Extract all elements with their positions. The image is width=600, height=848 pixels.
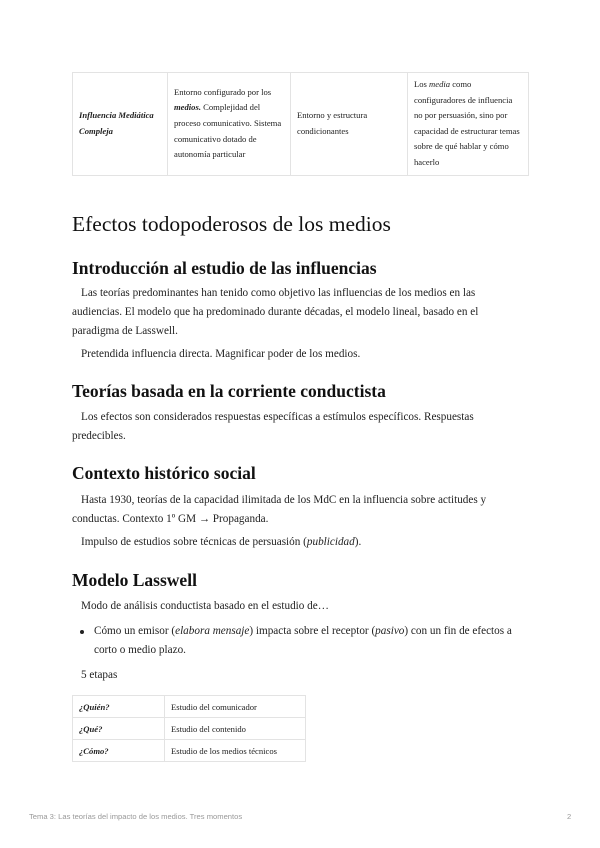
- paragraph-emphasis: publicidad: [306, 536, 355, 548]
- cell-text: Los: [414, 79, 430, 89]
- paragraph: Hasta 1930, teorías de la capacidad ilimitada de los MdC en la influencia sobre actitudes y conductas. Contexto 1º GM → Propaganda.: [72, 494, 487, 525]
- table-cell-term: Influencia Mediática Compleja: [73, 73, 168, 176]
- list-emphasis: elabora mensaje: [175, 625, 250, 637]
- footer-title: Tema 3: Las teorías del impacto de los medios. Tres momentos: [29, 812, 243, 821]
- paragraph: Modo de análisis conductista basado en el estudio de…: [81, 600, 329, 612]
- cell-text: Entorno configurado por los: [174, 86, 272, 97]
- table-cell: [168, 73, 291, 176]
- stage-question: ¿Cómo?: [73, 740, 165, 762]
- table-cell: Entorno y estructura condicionantes: [291, 73, 408, 176]
- stage-description: Estudio del contenido: [165, 718, 306, 740]
- stage-question: ¿Quién?: [73, 696, 165, 718]
- heading-contexto: Contexto histórico social: [72, 463, 256, 483]
- list-text: Cómo un emisor (: [94, 625, 176, 637]
- stages-table: [72, 695, 306, 762]
- heading-conductista: Teorías basada en la corriente conductista: [72, 381, 386, 401]
- list-item: [72, 622, 528, 660]
- bullet-list: [72, 622, 528, 660]
- paragraph: Los efectos son considerados respuestas específicas a estímulos específicos. Respuestas predecibles.: [72, 411, 474, 442]
- list-text: ) impacta sobre el receptor (: [249, 625, 376, 637]
- cell-emphasis: media: [429, 79, 451, 89]
- list-emphasis: pasivo: [375, 625, 405, 637]
- table-row: [73, 718, 306, 740]
- table-cell: [408, 73, 529, 176]
- table-row: [73, 740, 306, 762]
- page-number: 2: [567, 812, 572, 821]
- paragraph: Las teorías predominantes han tenido como objetivo las influencias de los medios en las audiencias. El modelo que ha predominado durante décadas, el modelo lineal, basado en el paradigma de Lasswell.: [72, 287, 479, 337]
- cell-text: como configuradores de influencia no por persuasión, sino por capacidad de estructurar temas sobre de qué hablar y cómo hacerlo: [414, 79, 520, 167]
- table-row: [73, 696, 306, 718]
- paragraph-text: ).: [354, 536, 362, 548]
- stage-description: Estudio de los medios técnicos: [165, 740, 306, 762]
- paragraph: 5 etapas: [81, 669, 118, 681]
- bullet-icon: [80, 630, 84, 634]
- heading-introduccion: Introducción al estudio de las influencias: [72, 258, 377, 278]
- stage-description: Estudio del comunicador: [165, 696, 306, 718]
- paragraph: Pretendida influencia directa. Magnificar poder de los medios.: [81, 348, 361, 360]
- cell-emphasis: medios.: [174, 102, 201, 113]
- paragraph: [72, 533, 528, 552]
- heading-lasswell: Modelo Lasswell: [72, 570, 197, 590]
- section-title: Efectos todopoderosos de los medios: [72, 212, 391, 236]
- cell-text: Complejidad del proceso comunicativo. Sistema comunicativo dotado de autonomía particular: [174, 102, 282, 160]
- table-row: [73, 73, 529, 176]
- list-text: ) con un fin de efectos a corto o medio plazo.: [94, 625, 512, 656]
- comparison-table: [72, 72, 529, 176]
- paragraph-text: Impulso de estudios sobre técnicas de persuasión (: [81, 536, 307, 548]
- stage-question: ¿Qué?: [73, 718, 165, 740]
